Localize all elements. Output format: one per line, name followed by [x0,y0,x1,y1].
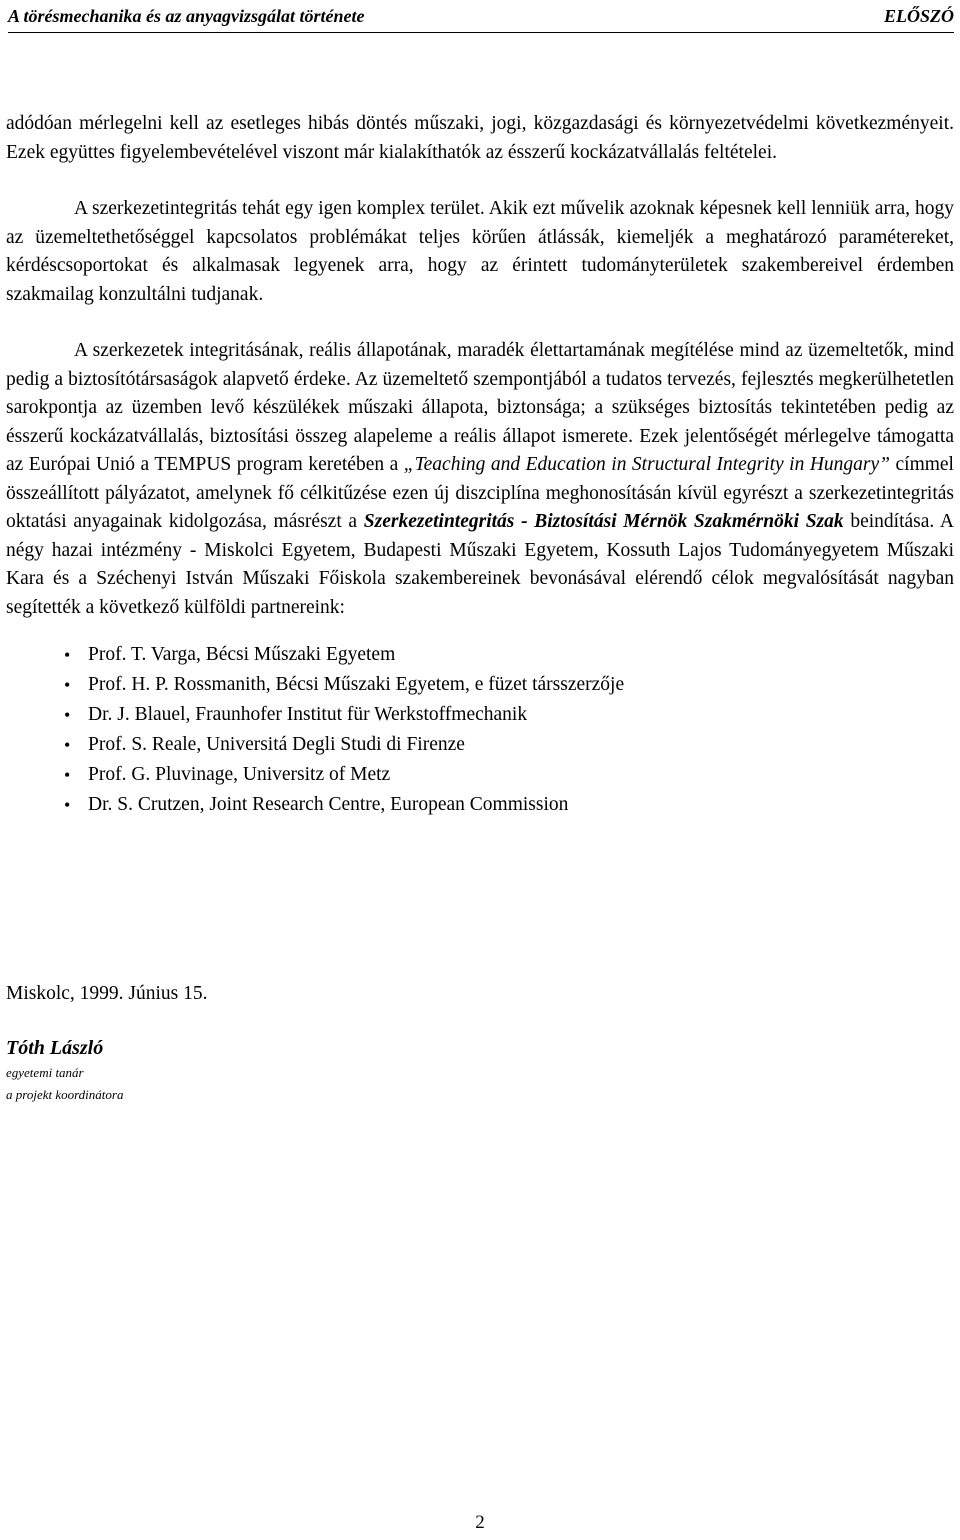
bullet-icon: • [64,645,71,665]
partner-name: Prof. S. Reale, Universitá Degli Studi di Firenze [88,734,465,755]
paragraph-2: A szerkezetintegritás tehát egy igen komplex terület. Akik ezt művelik azoknak képesnek kell lenniük arra, hogy az üzemeltethetőséggel kapcsolatos problémákat teljes körűen átlássák, kiemeljék a meghatározó paramétereket, kérdéscsoportokat és alkalmasak legyenek arra, hogy az érintett tudományterületek szakembereivel érdemben szakmailag konzultálni tudjanak. [6,198,954,305]
list-item [6,700,954,730]
author-title: egyetemi tanár [6,1065,84,1080]
author-role: a projekt koordinátora [6,1087,124,1102]
page-header [8,2,954,33]
bullet-icon: • [64,765,71,785]
signature-block [6,980,208,1106]
bullet-icon: • [64,795,71,815]
header-section-title: ELŐSZÓ [883,6,954,26]
list-item [6,640,954,670]
list-item [6,730,954,760]
partner-name: Prof. G. Pluvinage, Universitz of Metz [88,764,391,785]
bullet-icon: • [64,735,71,755]
bullet-icon: • [64,705,71,725]
author-name: Tóth László [6,1037,104,1059]
project-title-quote: „Teaching and Education in Structural Integrity in Hungary” [403,454,890,475]
place-date: Miskolc, 1999. Június 15. [6,983,208,1004]
paragraph-3 [6,337,954,622]
list-item [6,670,954,700]
paragraph-3-text-c: beindítása. A négy hazai intézmény - Miskolci Egyetem, Budapesti Műszaki Egyetem, Kossuth Lajos Tudományegyetem Műszaki Kara és a Széchenyi István Műszaki Főiskola szakembereinek bevonásával elérendő célok megvalósítását nagyban segítették a következő külföldi partnereink: [6,511,954,618]
list-item [6,760,954,790]
partner-name: Dr. J. Blauel, Fraunhofer Institut für Werkstoffmechanik [88,704,528,725]
partner-list [6,640,954,820]
partner-name: Prof. T. Varga, Bécsi Műszaki Egyetem [88,644,396,665]
header-book-title: A törésmechanika és az anyagvizsgálat története [8,6,365,26]
page-number: 2 [475,1512,485,1533]
paragraph-1: adódóan mérlegelni kell az esetleges hibás döntés műszaki, jogi, közgazdasági és környezetvédelmi következményeit. Ezek együttes figyelembevételével viszont már kialakíthatók az ésszerű kockázatvállalás feltételei. [6,113,954,163]
partner-name: Dr. S. Crutzen, Joint Research Centre, European Commission [88,794,569,815]
list-item [6,790,954,820]
program-name: Szerkezetintegritás - Biztosítási Mérnök Szakmérnöki Szak [363,511,844,532]
bullet-icon: • [64,675,71,695]
paragraph-3-text-b: címmel összeállított pályázatot, amelynek fő célkitűzése ezen új diszciplína meghonosításán kívül egyrészt a szerkezetintegritás oktatási anyagainak kidolgozása, másrészt a [6,454,954,532]
paragraph-3-text-a: A szerkezetek integritásának, reális állapotának, maradék élettartamának megítélése mind az üzemeltetők, mind pedig a biztosítótársaságok alapvető érdeke. Az üzemeltető szempontjából a tudatos tervezés, fejlesztés megkerülhetetlen sarokpontja az üzemben levő készülékek műszaki állapota, biztonsága; a szükséges biztosítás tekintetében pedig az ésszerű kockázatvállalás, biztosítási összeg alapeleme a reális állapot ismerete. Ezek jelentőségét mérlegelve támogatta az Európai Unió a TEMPUS program keretében a [6,340,954,475]
partner-name: Prof. H. P. Rossmanith, Bécsi Műszaki Egyetem, e füzet társszerzője [88,674,625,695]
page-body [6,110,954,820]
